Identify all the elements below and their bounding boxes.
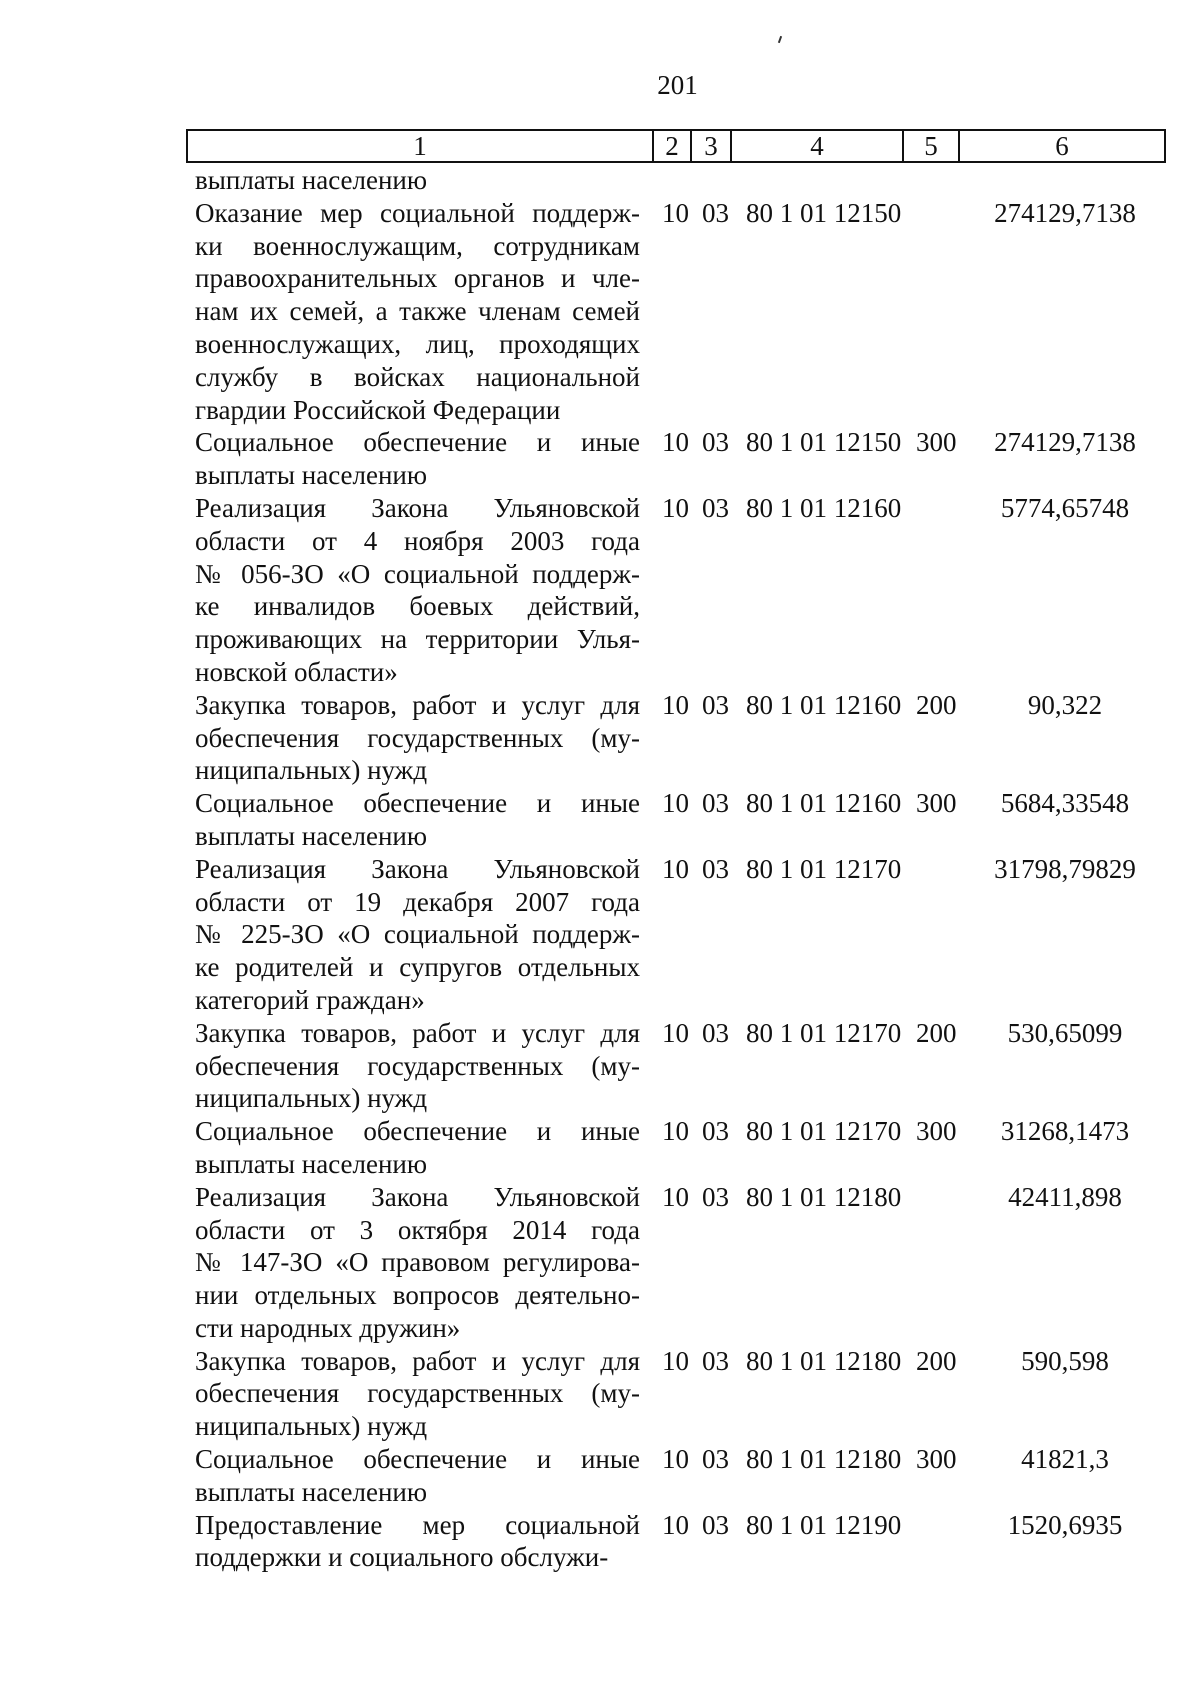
target-article-code: 80 1 01 12150 <box>746 197 902 228</box>
description-line: ниципальных) нужд <box>195 1083 428 1114</box>
target-article-code: 80 1 01 12160 <box>746 492 902 523</box>
target-article-code: 80 1 01 12160 <box>746 689 902 720</box>
subsection-code: 03 <box>702 1509 729 1540</box>
description-line: Закупка товаров, работ и услуг для <box>195 1345 640 1376</box>
subsection-code: 03 <box>702 853 729 884</box>
table-row <box>0 689 1200 787</box>
amount-value: 41821,3 <box>1021 1444 1109 1475</box>
section-code: 10 <box>662 492 689 523</box>
section-code: 10 <box>662 197 689 228</box>
header-col-4: 4 <box>732 131 904 161</box>
header-col-6: 6 <box>1055 130 1069 161</box>
expense-type-code: 300 <box>916 1116 957 1147</box>
amount-value: 590,598 <box>1021 1345 1109 1376</box>
amount-value: 42411,898 <box>1008 1181 1122 1212</box>
header-col-3: 3 <box>692 131 732 161</box>
amount-value: 274129,7138 <box>994 197 1136 228</box>
description-line: выплаты населению <box>195 1148 428 1179</box>
description-line: Реализация Закона Ульяновской <box>195 492 640 523</box>
target-article-code: 80 1 01 12170 <box>746 1017 902 1048</box>
description-line: гвардии Российской Федерации <box>195 394 561 425</box>
description-line: проживающих на территории Улья- <box>195 624 640 655</box>
section-code: 10 <box>662 788 689 819</box>
description-line: службу в войсках национальной <box>195 361 640 392</box>
description-line: области от 19 декабря 2007 года <box>195 886 640 917</box>
row-description <box>195 492 640 689</box>
row-description <box>195 1181 640 1345</box>
expense-type-code: 200 <box>916 1345 957 1376</box>
description-line: ниципальных) нужд <box>195 755 428 786</box>
subsection-code: 03 <box>702 427 729 458</box>
amount-value: 530,65099 <box>1007 1017 1123 1048</box>
description-line: выплаты населению <box>195 165 428 195</box>
expense-type-code: 300 <box>916 788 957 819</box>
amount-value: 90,322 <box>1027 689 1103 720</box>
row-description <box>195 1345 640 1443</box>
description-line: Реализация Закона Ульяновской <box>195 1181 640 1212</box>
row-description <box>195 197 640 427</box>
subsection-code: 03 <box>702 197 729 228</box>
description-line: Оказание мер социальной поддерж- <box>195 197 640 228</box>
subsection-code: 03 <box>702 1444 729 1475</box>
row-description <box>195 426 640 492</box>
row-description <box>195 689 640 787</box>
description-line: нии отдельных вопросов деятельно- <box>195 1280 640 1311</box>
row-description <box>195 164 640 197</box>
row-description <box>195 1017 640 1115</box>
description-line: Социальное обеспечение и иные <box>195 1116 640 1147</box>
description-line: ке инвалидов боевых действий, <box>195 591 640 622</box>
expense-type-code: 200 <box>916 689 957 720</box>
subsection-code: 03 <box>702 1181 729 1212</box>
description-line: области от 4 ноября 2003 года <box>195 525 640 556</box>
row-description <box>195 1115 640 1181</box>
description-line: обеспечения государственных (му- <box>195 722 640 753</box>
section-code: 10 <box>662 853 689 884</box>
section-code: 10 <box>662 1509 689 1540</box>
target-article-code: 80 1 01 12180 <box>746 1345 902 1376</box>
description-line: ниципальных) нужд <box>195 1411 428 1442</box>
description-line: Социальное обеспечение и иные <box>195 1444 640 1475</box>
description-line: обеспечения государственных (му- <box>195 1050 640 1081</box>
header-col-1: 1 <box>188 131 654 161</box>
amount-value: 274129,7138 <box>994 427 1136 458</box>
description-line: Реализация Закона Ульяновской <box>195 853 640 884</box>
table-row <box>0 492 1200 689</box>
description-line: ки военнослужащим, сотрудникам <box>195 230 640 261</box>
section-code: 10 <box>662 1345 689 1376</box>
table-row <box>0 426 1200 492</box>
target-article-code: 80 1 01 12170 <box>746 1116 902 1147</box>
expense-type-code: 300 <box>916 427 957 458</box>
amount-value: 5684,33548 <box>1000 788 1130 819</box>
description-line: Закупка товаров, работ и услуг для <box>195 689 640 720</box>
amount-value: 5774,65748 <box>1000 492 1130 523</box>
section-code: 10 <box>662 1181 689 1212</box>
header-col-2: 2 <box>654 131 692 161</box>
subsection-code: 03 <box>702 689 729 720</box>
description-line: выплаты населению <box>195 820 428 851</box>
description-line: Социальное обеспечение и иные <box>195 427 640 458</box>
description-line: выплаты населению <box>195 1476 428 1507</box>
description-line: военнослужащих, лиц, проходящих <box>195 328 640 359</box>
description-line: Закупка товаров, работ и услуг для <box>195 1017 640 1048</box>
description-line: поддержки и социального обслужи- <box>195 1542 609 1573</box>
scan-speck <box>778 36 782 43</box>
description-line: обеспечения государственных (му- <box>195 1378 640 1409</box>
table-row <box>0 787 1200 853</box>
subsection-code: 03 <box>702 1345 729 1376</box>
table-row <box>0 1115 1200 1181</box>
description-line: правоохранительных органов и чле- <box>195 263 640 294</box>
section-code: 10 <box>662 1017 689 1048</box>
section-code: 10 <box>662 1116 689 1147</box>
description-line: новской области» <box>195 656 398 687</box>
row-description <box>195 1509 640 1575</box>
table-row <box>0 1345 1200 1443</box>
table-row <box>0 1017 1200 1115</box>
target-article-code: 80 1 01 12180 <box>746 1181 902 1212</box>
amount-value: 31798,79829 <box>994 853 1136 884</box>
row-description <box>195 853 640 1017</box>
description-line: категорий граждан» <box>195 984 425 1015</box>
description-line: № 056-ЗО «О социальной поддерж- <box>195 558 640 589</box>
amount-value: 1520,6935 <box>1007 1509 1123 1540</box>
target-article-code: 80 1 01 12180 <box>746 1444 902 1475</box>
row-description <box>195 1443 640 1509</box>
target-article-code: 80 1 01 12150 <box>746 427 902 458</box>
table-row <box>0 197 1200 427</box>
header-col-5: 5 <box>904 131 960 161</box>
subsection-code: 03 <box>702 492 729 523</box>
description-line: ке родителей и супругов отдельных <box>195 952 640 983</box>
table-row <box>0 1443 1200 1509</box>
description-line: области от 3 октября 2014 года <box>195 1214 640 1245</box>
section-code: 10 <box>662 427 689 458</box>
table-row <box>0 1509 1200 1575</box>
subsection-code: 03 <box>702 1116 729 1147</box>
section-code: 10 <box>662 689 689 720</box>
subsection-code: 03 <box>702 1017 729 1048</box>
description-line: Предоставление мер социальной <box>195 1509 640 1540</box>
table-body <box>0 164 1200 1574</box>
page-number: 201 <box>657 70 698 100</box>
description-line: № 225-ЗО «О социальной поддерж- <box>195 919 640 950</box>
expense-type-code: 300 <box>916 1444 957 1475</box>
table-row <box>0 1181 1200 1345</box>
table-header <box>186 129 1166 163</box>
section-code: 10 <box>662 1444 689 1475</box>
subsection-code: 03 <box>702 788 729 819</box>
description-line: нам их семей, а также членам семей <box>195 296 640 327</box>
description-line: № 147-ЗО «О правовом регулирова- <box>195 1247 640 1278</box>
row-description <box>195 787 640 853</box>
expense-type-code: 200 <box>916 1017 957 1048</box>
target-article-code: 80 1 01 12160 <box>746 788 902 819</box>
table-row <box>0 164 1200 197</box>
amount-value: 31268,1473 <box>1000 1116 1130 1147</box>
target-article-code: 80 1 01 12170 <box>746 853 902 884</box>
table-row <box>0 853 1200 1017</box>
description-line: сти народных дружин» <box>195 1312 461 1343</box>
description-line: выплаты населению <box>195 460 428 491</box>
target-article-code: 80 1 01 12190 <box>746 1509 902 1540</box>
description-line: Социальное обеспечение и иные <box>195 788 640 819</box>
